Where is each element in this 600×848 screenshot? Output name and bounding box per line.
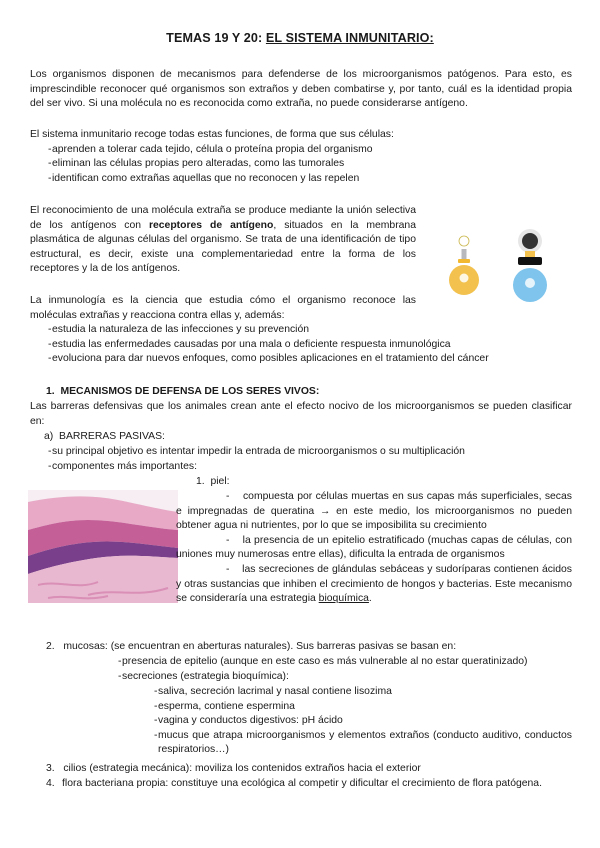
list-item: - estudia la naturaleza de las infecciones y su prevención: [30, 323, 572, 338]
inmunologia-lead: La inmunología es la ciencia que estudia cómo el organismo reconoce las moléculas extrañas y reacciona contra ellas y, además:: [30, 295, 416, 321]
list-item: - su principal objetivo es intentar impedir la entrada de microorganismos o su multiplicación: [30, 445, 572, 460]
cilios-item: [46, 762, 421, 777]
barreras-pasivas-list: [30, 445, 572, 474]
inmunologia-list: [30, 323, 572, 367]
list-item: - componentes más importantes:: [30, 460, 572, 475]
receptores-term: receptores de antígeno: [148, 219, 274, 231]
mucosas-heading: [46, 640, 456, 655]
antigen-binding-yellow: [525, 251, 535, 257]
piel-point-3-end: .: [368, 593, 372, 605]
inmunologia-section: [30, 294, 572, 367]
list-item: - identifican como extrañas aquellas que no reconocen y las repelen: [30, 172, 572, 187]
flora-item: [46, 777, 572, 792]
piel-number: 1.: [196, 476, 205, 487]
sistema-list: [30, 143, 572, 187]
reconocimiento-text-2: , situados en la membrana plasmática de algunas células del organismo. Se trata de una identificación de tipo estructural, es decir, existe una complementariedad entre la forma de los receptores y la de los antígenos.: [30, 219, 416, 275]
skin-histology-image: [28, 490, 178, 603]
list-item: - estudia las enfermedades causadas por una mala o deficiente respuesta inmunológica: [30, 338, 572, 353]
list-item: - evoluciona para dar nuevos enfoques, como posibles aplicaciones en el tratamiento del cáncer: [30, 352, 572, 367]
piel-label: piel:: [210, 476, 230, 487]
sistema-lead: El sistema inmunitario recoge todas estas funciones, de forma que sus células:: [30, 129, 394, 140]
list-item: - presencia de epitelio (aunque en este caso es más vulnerable al no estar queratinizado): [100, 655, 572, 670]
piel-point-3: - las secreciones de glándulas sebáceas y sudoríparas contienen ácidos y otras sustancias que inhiben el crecimiento de hongos y bacterias. Este mecanismo se consideraría una estrategia bioquímica.: [176, 563, 572, 605]
piel-point-2-text: la presencia de un epitelio estratificado (muchas capas de células, con uniones muy numerosas entre ellas), dificulta la entrada de organismos: [176, 534, 572, 561]
piel-points: [176, 490, 572, 607]
piel-point-1-text: compuesta por células muertas en sus capas más superficiales, secas e impregnadas de queratina → en este medio, los microorganismos no pueden obtener agua ni nutrientes, por lo que se imposibilita su crecimiento: [176, 491, 572, 532]
a-title: BARRERAS PASIVAS:: [59, 431, 165, 442]
list-item: - aprenden a tolerar cada tejido, célula o proteína propia del organismo: [30, 143, 572, 158]
piel-heading: [196, 475, 230, 490]
list-item: - eliminan las células propias pero alteradas, como las tumorales: [30, 157, 572, 172]
antigen-dark: [522, 233, 538, 249]
cell-yellow-nucleus: [460, 274, 469, 283]
list-item: - esperma, contiene espermina: [136, 700, 572, 715]
receptor-stem-left: [462, 249, 467, 259]
mucosas-number: 2.: [46, 641, 55, 652]
section1-number: 1.: [46, 386, 55, 397]
section1-heading: [46, 385, 319, 400]
intro-paragraph: Los organismos disponen de mecanismos para defenderse de los microorganismos patógenos. Para esto, es imprescindible reconocer qué organismos son extraños y deben combatirse y, por tanto, cuál es la identidad propia del ser vivo. Si una molécula no es reconocida como extraña, no puede considerarse antígeno.: [30, 69, 572, 110]
a-label: a): [44, 431, 54, 442]
receptor-binding-black: [518, 257, 542, 265]
flora-number: 4.: [46, 778, 55, 789]
secreciones-list: [136, 685, 572, 758]
mucosas-lead: mucosas: (se encuentran en aberturas naturales). Sus barreras pasivas se basan en:: [63, 641, 457, 652]
cell-blue-nucleus: [525, 278, 535, 288]
sistema-section: [30, 128, 572, 186]
piel-point-2: - la presencia de un epitelio estratificado (muchas capas de células, con uniones muy numerosas entre ellas), dificulta la entrada de organismos: [176, 534, 572, 561]
cilios-text: cilios (estrategia mecánica): moviliza los contenidos extraños hacia el exterior: [63, 763, 421, 774]
reconocimiento-paragraph: [30, 204, 416, 277]
title-prefix: TEMAS 19 Y 20:: [166, 31, 263, 45]
list-item: - vagina y conductos digestivos: pH ácido: [136, 714, 572, 729]
barreras-pasivas-heading: [44, 430, 165, 445]
list-item: - mucus que atrapa microorganismos y elementos extraños (conducto auditivo, conductos respiratorios…): [136, 729, 572, 758]
page-title: [0, 31, 600, 46]
section1-title: MECANISMOS DE DEFENSA DE LOS SERES VIVOS:: [60, 386, 320, 397]
reconocimiento-text-1: El reconocimiento de una molécula extraña se produce mediante la unión selectiva de los antígenos con: [30, 205, 416, 231]
mucosas-list: [100, 655, 572, 684]
title-main: EL SISTEMA INMUNITARIO:: [265, 31, 434, 45]
list-item: - secreciones (estrategia bioquímica):: [100, 670, 572, 685]
list-item: - saliva, secreción lacrimal y nasal contiene lisozima: [136, 685, 572, 700]
bioquimica-term: bioquímica: [318, 593, 369, 605]
receptor-head-left: [458, 259, 470, 263]
piel-point-3-text: las secreciones de glándulas sebáceas y sudoríparas contienen ácidos y otras sustancias que inhiben el crecimiento de hongos y bacterias. Este mecanismo se consideraría una estrategia: [176, 563, 572, 605]
section1-lead: Las barreras defensivas que los animales crean ante el efecto nocivo de los microorganismos se pueden clasificar en:: [30, 401, 572, 427]
piel-point-1: - compuesta por células muertas en sus capas más superficiales, secas e impregnadas de queratina → en este medio, los microorganismos no pueden obtener agua ni nutrientes, por lo que se imposibilita su crecimiento: [176, 491, 572, 532]
cilios-number: 3.: [46, 763, 55, 774]
flora-text: flora bacteriana propia: constituye una ecológica al competir y dificultar el crecimiento de flora patógena.: [62, 778, 542, 789]
